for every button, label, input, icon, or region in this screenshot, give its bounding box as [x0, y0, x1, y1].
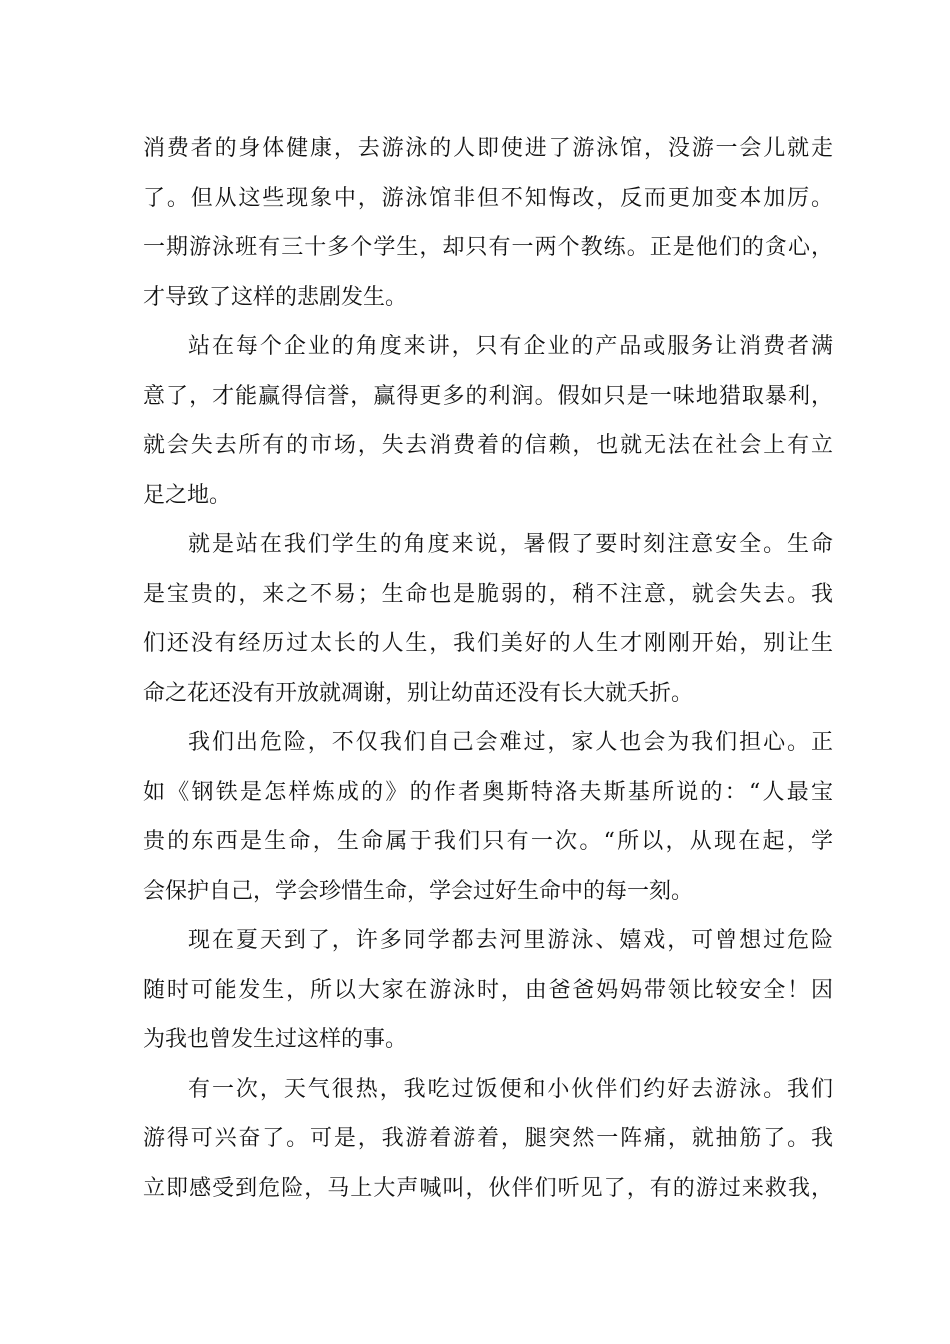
text-line: 有一次，天气很热，我吃过饭便和小伙伴们约好去游泳。我们 [188, 1076, 833, 1102]
text-line: 如《钢铁是怎样炼成的》的作者奥斯特洛夫斯基所说的：“人最宝 [143, 779, 833, 805]
text-line: 足之地。 [143, 482, 232, 508]
text-line: 现在夏天到了，许多同学都去河里游泳、嬉戏，可曾想过危险 [188, 928, 833, 953]
text-line: 为我也曾发生过这样的事。 [143, 1027, 408, 1052]
text-line: 消费者的身体健康，去游泳的人即使进了游泳馆，没游一会儿就走 [143, 136, 833, 161]
text-line: 立即感受到危险，马上大声喊叫，伙伴们听见了，有的游过来救我， [143, 1175, 833, 1201]
text-line: 才导致了这样的悲剧发生。 [143, 284, 408, 310]
text-line: 就是站在我们学生的角度来说，暑假了要时刻注意安全。生命 [188, 532, 833, 557]
text-line: 命之花还没有开放就凋谢，别让幼苗还没有长大就夭折。 [143, 680, 694, 706]
text-line: 游得可兴奋了。可是，我游着游着，腿突然一阵痛，就抽筋了。我 [143, 1126, 833, 1151]
text-line: 了。但从这些现象中，游泳馆非但不知悔改，反而更加变本加厉。 [143, 185, 833, 211]
text-line: 意了，才能赢得信誉，赢得更多的利润。假如只是一味地猎取暴利， [143, 383, 833, 409]
text-line: 我们出危险，不仅我们自己会难过，家人也会为我们担心。正 [188, 730, 833, 755]
text-line: 们还没有经历过太长的人生，我们美好的人生才刚刚开始，别让生 [143, 631, 833, 656]
text-line: 随时可能发生，所以大家在游泳时，由爸爸妈妈带领比较安全！因 [143, 977, 833, 1003]
body-text [143, 124, 833, 1213]
text-line: 会保护自己，学会珍惜生命，学会过好生命中的每一刻。 [143, 878, 694, 904]
text-line: 贵的东西是生命，生命属于我们只有一次。“所以，从现在起，学 [143, 829, 833, 854]
text-line: 一期游泳班有三十多个学生，却只有一两个教练。正是他们的贪心， [143, 235, 833, 260]
text-line: 就会失去所有的市场，失去消费着的信赖，也就无法在社会上有立 [143, 433, 833, 458]
text-line: 是宝贵的，来之不易；生命也是脆弱的，稍不注意，就会失去。我 [143, 581, 833, 607]
text-line: 站在每个企业的角度来讲，只有企业的产品或服务让消费者满 [188, 334, 833, 359]
